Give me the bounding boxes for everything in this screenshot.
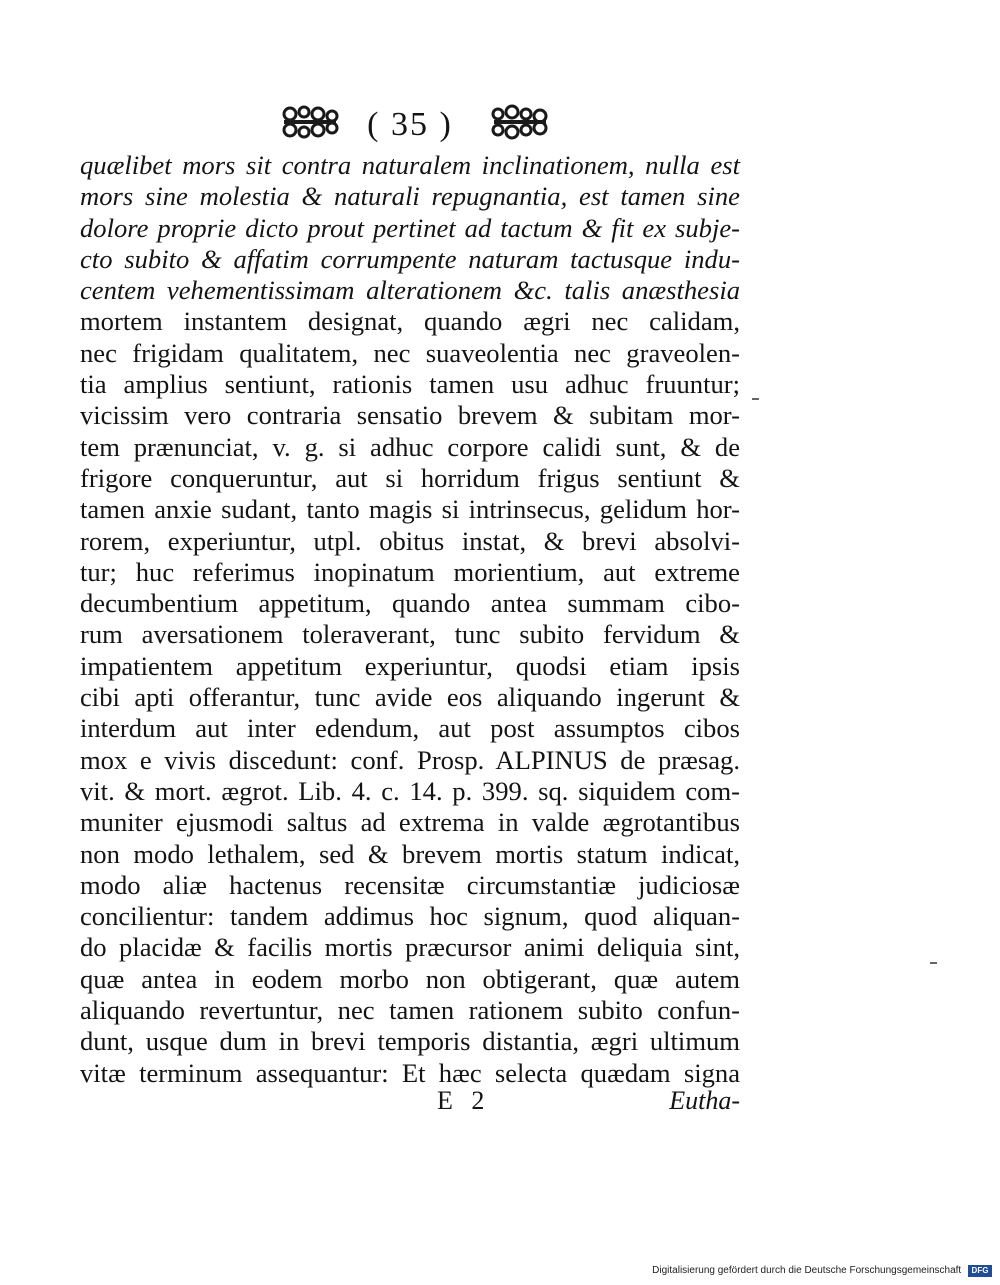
- page-header: [0, 100, 1000, 150]
- text-line: impatientem appetitum experiuntur, quodsi etiam ipsis: [80, 650, 740, 681]
- text-line: quælibet mors sit contra naturalem inclinationem, nulla est: [80, 150, 740, 180]
- text-line: rum aversationem toleraverant, tunc subito fervidum &: [80, 619, 740, 650]
- text-line: aliquando revertuntur, nec tamen rationem subito confun-: [80, 995, 740, 1026]
- text-line: do placidæ & facilis mortis præcursor animi deliquia sint,: [80, 932, 740, 963]
- text-line: centem vehementissimam alterationem &c. talis anæsthesia: [80, 275, 740, 306]
- text-line: nec frigidam qualitatem, nec suaveolentia nec graveolen-: [80, 337, 740, 368]
- text-line: mox e vivis discedunt: conf. Prosp. ALPINUS de præsag.: [80, 744, 740, 775]
- text-line: muniter ejusmodi saltus ad extrema in valde ægrotantibus: [80, 807, 740, 838]
- text-line: vitæ terminum assequantur: Et hæc selecta quædam signa: [80, 1057, 740, 1088]
- ornament-icon: [280, 104, 340, 140]
- page-number: ( 35 ): [367, 106, 453, 143]
- text-line: concilientur: tandem addimus hoc signum, quod aliquan-: [80, 901, 740, 932]
- ornament-icon: [490, 104, 550, 140]
- credit-text: Digitalisierung gefördert durch die Deutsche Forschungsgemeinschaft: [652, 1265, 962, 1276]
- text-line: mors sine molestia & naturali repugnantia, est tamen sine: [80, 181, 740, 212]
- signature-mark: E 2: [437, 1086, 491, 1115]
- text-line: non modo lethalem, sed & brevem mortis statum indicat,: [80, 838, 740, 869]
- page-footer-row: [80, 1085, 740, 1117]
- text-line: tur; huc referimus inopinatum morientium, aut extreme: [80, 556, 740, 587]
- text-line: mortem instantem designat, quando ægri nec calidam,: [80, 306, 740, 337]
- text-line: tamen anxie sudant, tanto magis si intrinsecus, gelidum hor-: [80, 494, 740, 525]
- text-line: vicissim vero contraria sensatio brevem & subitam mor-: [80, 400, 740, 431]
- ink-speck: [930, 962, 937, 964]
- dfg-logo: DFG: [968, 1265, 992, 1277]
- text-line: modo aliæ hactenus recensitæ circumstantiæ judiciosæ: [80, 869, 740, 900]
- ink-speck: [752, 398, 759, 400]
- text-line: dolore proprie dicto prout pertinet ad tactum & fit ex subje-: [80, 212, 740, 243]
- text-line: quæ antea in eodem morbo non obtigerant, quæ autem: [80, 963, 740, 994]
- digitization-credit: [652, 1263, 992, 1279]
- text-line: tia amplius sentiunt, rationis tamen usu adhuc fruuntur;: [80, 369, 740, 400]
- text-line: cibi apti offerantur, tunc avide eos aliquando ingerunt &: [80, 682, 740, 713]
- text-line: interdum aut inter edendum, aut post assumptos cibos: [80, 713, 740, 744]
- text-line: frigore conqueruntur, aut si horridum frigus sentiunt &: [80, 462, 740, 493]
- catchword: Eutha-: [669, 1086, 740, 1115]
- body-text: [80, 150, 740, 1089]
- text-line: dunt, usque dum in brevi temporis distantia, ægri ultimum: [80, 1026, 740, 1057]
- text-line: cto subito & affatim corrumpente naturam tactusque indu-: [80, 243, 740, 274]
- text-line: rorem, experiuntur, utpl. obitus instat, & brevi absolvi-: [80, 525, 740, 556]
- text-line: vit. & mort. ægrot. Lib. 4. c. 14. p. 399. sq. siquidem com-: [80, 775, 740, 806]
- text-line: tem prænunciat, v. g. si adhuc corpore calidi sunt, & de: [80, 431, 740, 462]
- text-line: decumbentium appetitum, quando antea summam cibo-: [80, 588, 740, 619]
